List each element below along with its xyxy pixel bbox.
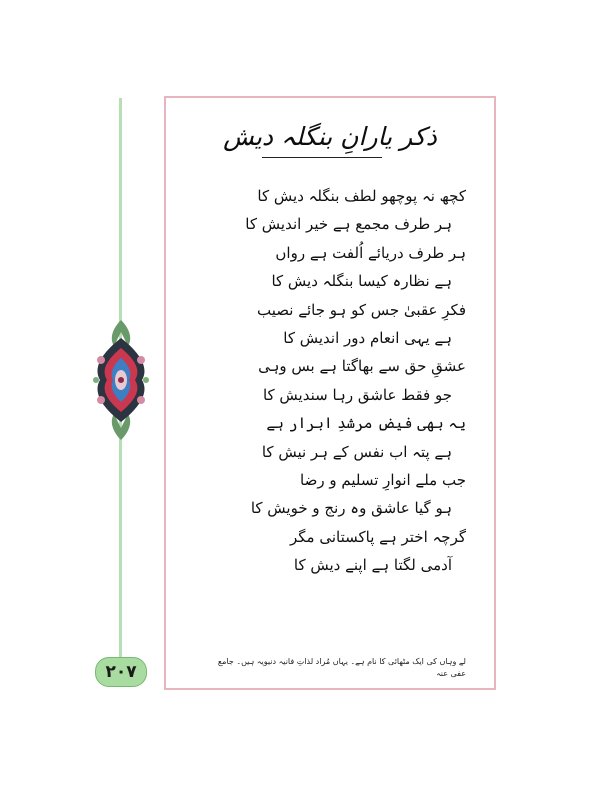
footnote	[196, 656, 466, 680]
poem-verses	[196, 182, 466, 579]
verse-line: ہے پتہ اب نفس کے ہر نیش کا	[261, 442, 452, 461]
verse-line: عشقِ حق سے بھاگتا ہے بس وہی	[258, 357, 466, 376]
floral-ornament	[92, 318, 150, 442]
verse-line: جب ملے انوارِ تسلیم و رضا	[300, 470, 466, 489]
verse-line: فکرِ عقبیٰ جس کو ہو جائے نصیب	[257, 300, 466, 319]
verse-line: یہ بھی فیضِ مرشدِ ابرار ہے	[266, 414, 466, 433]
verse-line: کچھ نہ پوچھو لطف بنگلہ دیش کا	[257, 187, 466, 205]
verse-line: ہے نظارہ کیسا بنگلہ دیش کا	[271, 272, 452, 291]
verse-line: ہو گیا عاشق وہ رنج و خویش کا	[250, 499, 452, 518]
verse-line: ہر طرف دریائے اُلفت ہے رواں	[275, 243, 466, 262]
page-number-badge	[95, 657, 147, 687]
page-title: ذکر یارانِ بنگلہ دیش	[223, 122, 437, 151]
footnote-line: لے وہاں کی ایک مٹھائی کا نام ہے۔ یہاں مُراد لذاتِ فانیہ دنیویہ ہیں۔ جامع	[217, 657, 466, 666]
page-number: ۲۰۷	[105, 662, 137, 682]
verse-line: ہے یہی انعام دور اندیش کا	[283, 328, 452, 347]
title-underline	[262, 157, 382, 158]
footnote-signature: عفی عنہ	[436, 669, 466, 678]
verse-line: جو فقط عاشق رہا سندیش کا	[262, 385, 452, 404]
verse-line: ہر طرف مجمع ہے خیر اندیش کا	[245, 215, 452, 234]
verse-line: آدمی لگتا ہے اپنے دیش کا	[293, 556, 452, 575]
verse-line: گرچہ اختر ہے پاکستانی مگر	[289, 527, 466, 546]
